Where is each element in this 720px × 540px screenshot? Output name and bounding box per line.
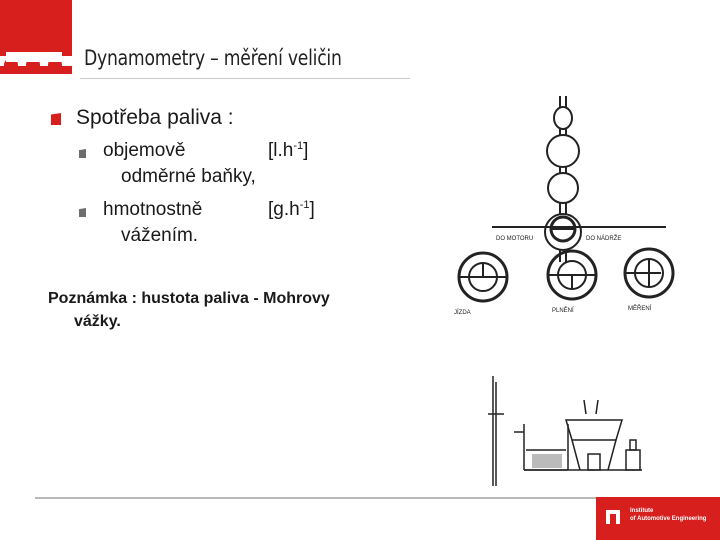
subbullet-detail: odměrné baňky, <box>121 166 256 187</box>
subbullet-marker <box>79 208 86 217</box>
logo-line: of Automotive Engineering <box>630 516 707 522</box>
logo-text <box>630 507 706 523</box>
bullet-text: Spotřeba paliva : <box>76 106 234 129</box>
corner-gap <box>6 52 62 62</box>
title-rule <box>80 78 410 79</box>
subbullet-label: hmotnostně <box>103 199 203 220</box>
note-line: vážky. <box>74 313 121 330</box>
note-line: Poznámka : hustota paliva - Mohrovy <box>48 290 330 307</box>
label-to-engine: DO MOTORU <box>496 236 534 242</box>
subbullet-unit: $[l.h^{-1}]$ <box>268 140 309 161</box>
label-fill: PLNĚNÍ <box>552 308 574 314</box>
slide-title: Dynamometry – měření veličin <box>84 46 342 70</box>
footer-rule <box>35 497 665 499</box>
burette-valve-diagram <box>446 92 710 324</box>
bullet-marker <box>51 113 61 125</box>
corner-decoration <box>0 0 72 56</box>
subbullet-unit: $[g.h^{-1}]$ <box>268 199 315 220</box>
label-run: JÍZDA <box>454 310 471 316</box>
logo-line: Institute <box>630 508 654 514</box>
weighing-balance-diagram <box>474 374 658 490</box>
subbullet-detail: vážením. <box>121 225 199 246</box>
subbullet-marker <box>79 149 86 158</box>
label-measure: MĚŘENÍ <box>628 306 652 312</box>
label-to-tank: DO NÁDRŽE <box>586 236 622 242</box>
logo-mark-detail <box>610 514 616 524</box>
corner-bar <box>0 66 72 74</box>
subbullet-label: objemově <box>103 140 186 161</box>
